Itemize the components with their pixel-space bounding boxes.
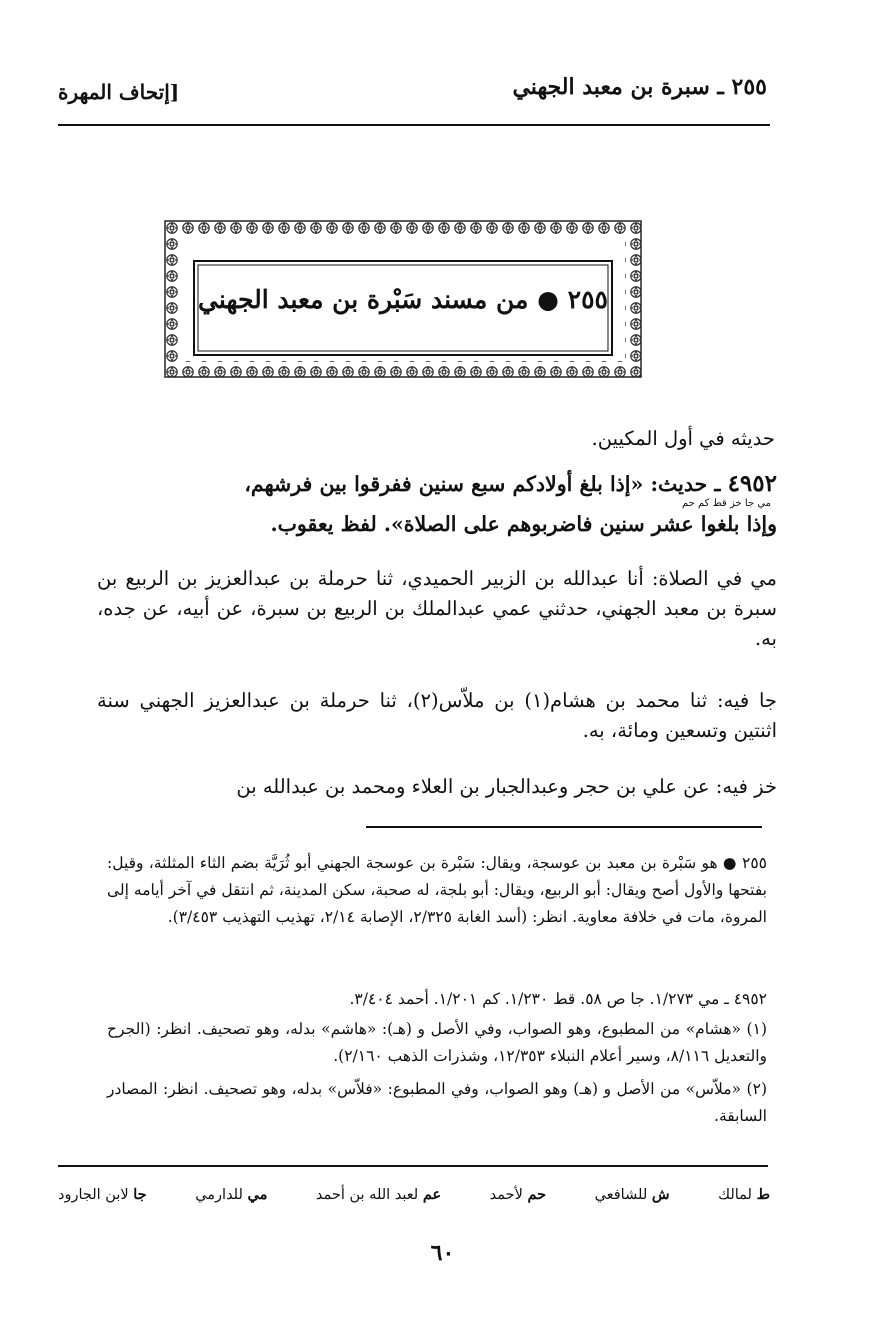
running-header-title: ٢٥٥ ـ سبرة بن معبد الجهني	[512, 74, 767, 100]
hadith-number: ٤٩٥٢	[727, 470, 777, 497]
footnote-4952: ٤٩٥٢ ـ مي ١/٢٧٣. جا ص ٥٨. قط ١/٢٣٠. كم ١/٢٠١. أحمد ٣/٤٠٤.	[349, 990, 767, 1008]
header-rule	[58, 124, 770, 126]
legend-item: مي للدارمي	[195, 1186, 268, 1203]
intro-line: حديثه في أول المكيين.	[591, 427, 775, 450]
footnote-1: (١) «هشام» من المطبوع، وهو الصواب، وفي الأصل و (هـ): «هاشم» بدله، وهو تصحيف. انظر: (الجرح والتعديل ٨/١١٦، وسير أعلام النبلاء ١٢/٣٥٣، وشذرات الذهب ٢/١٦٠).	[107, 1020, 767, 1065]
page-number: ٦٠	[430, 1240, 455, 1266]
legend-item: جا لابن الجارود	[58, 1186, 147, 1203]
legend-item: عم لعبد الله بن أحمد	[315, 1186, 442, 1203]
legend-item: ش للشافعي	[594, 1186, 670, 1203]
sigla-legend	[58, 1186, 770, 1203]
legend-item: ط لمالك	[718, 1186, 770, 1203]
paragraph-mi: مي في الصلاة: أنا عبدالله بن الزبير الحميدي، ثنا حرملة بن عبدالعزيز بن الربيع بن سبرة بن معبد الجهني، حدثني عمي عبدالملك بن الربيع بن سبرة، عن أبيه، عن جده، به.	[97, 567, 777, 650]
legend-rule	[58, 1165, 768, 1167]
legend-item: حم لأحمد	[489, 1186, 547, 1203]
paragraph-ja: جا فيه: ثنا محمد بن هشام(١) بن ملاّس(٢)، ثنا حرملة بن عبدالعزيز الجهني سنة اثنتين وتسعين ومائة، به.	[97, 689, 777, 742]
section-title: ٢٥٥ ● من مسند سَبْرة بن معبد الجهني	[198, 284, 608, 314]
footnote-2: (٢) «ملاّس» من الأصل و (هـ) وهو الصواب، وفي المطبوع: «فلاّس» بدله، وهو تصحيف. انظر: المصادر السابقة.	[107, 1080, 767, 1125]
paragraph-khz: خز فيه: عن علي بن حجر وعبدالجبار بن العلاء ومحمد بن عبدالله بن	[236, 775, 777, 798]
hadith-line-2: وإذا بلغوا عشر سنين فاضربوهم على الصلاة». لفظ يعقوب.	[270, 512, 777, 536]
footnote-255: ٢٥٥ ● هو سَبْرة بن معبد بن عوسجة، ويقال: سَبْرة بن عوسجة الجهني أبو ثُرَيَّة بضم الثاء المثلثة، وقيل: بفتحها والأول أصح ويقال: أبو الربيع، ويقال: أبو بلجة، له صحبة، سكن المدينة، ثم انتقل في آخر أيامه إلى المروة، مات في خلافة معاوية. انظر: (أسد الغابة ٢/٣٢٥، الإصابة ٢/١٤، تهذيب التهذيب ٣/٤٥٣).	[107, 854, 767, 926]
running-header-book: [إتحاف المهرة	[58, 80, 180, 104]
footnote-rule	[366, 826, 762, 828]
hadith-sigla: مي جا خز قط كم حم	[681, 498, 771, 509]
hadith-text	[97, 470, 777, 538]
hadith-line-1: ـ حديث: «إذا بلغ أولادكم سبع سنين ففرقوا بين فرشهم،	[244, 472, 721, 496]
